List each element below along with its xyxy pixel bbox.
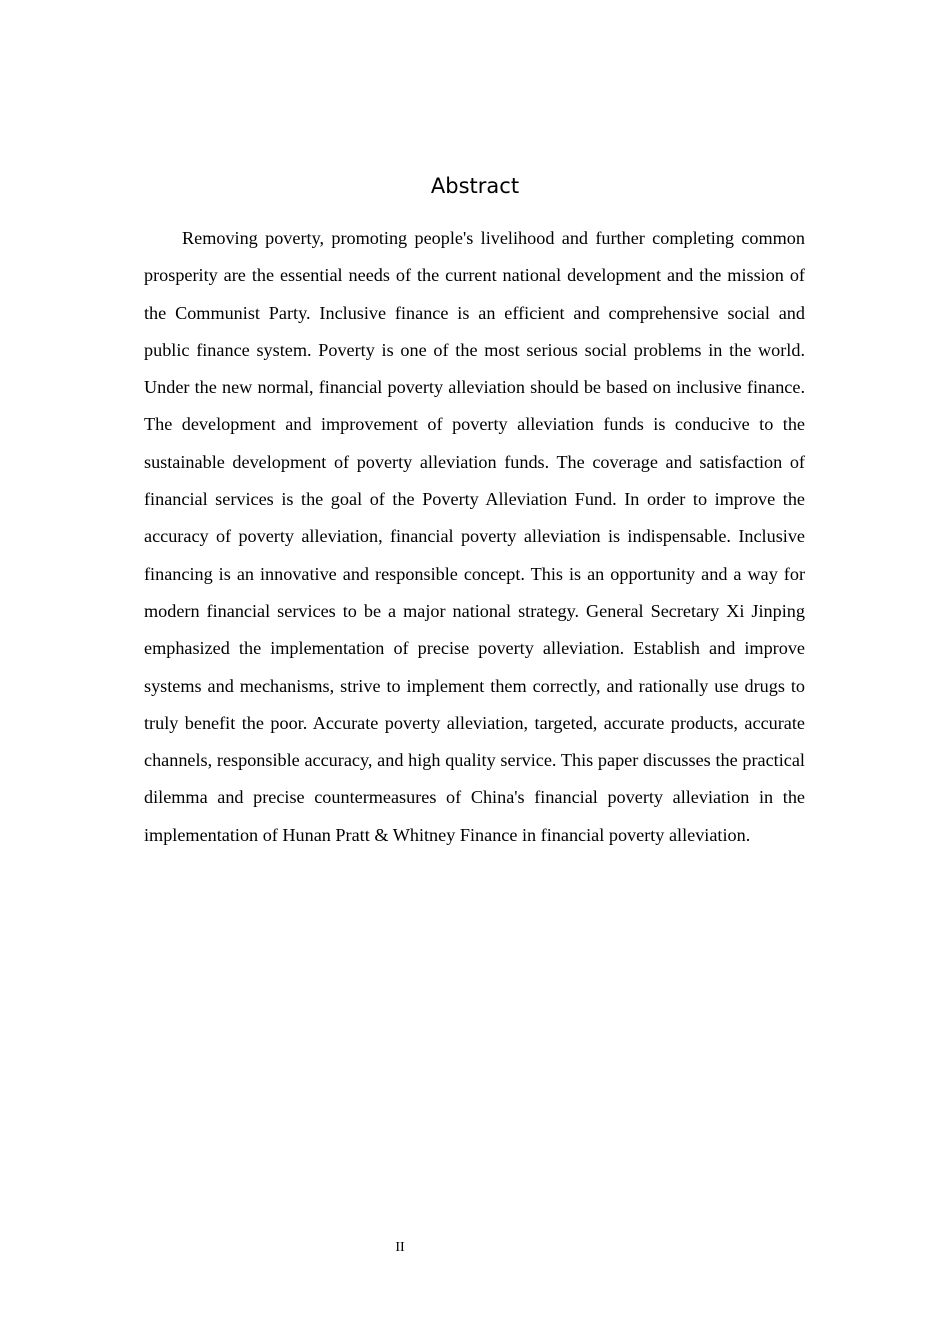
page-number: II (395, 1240, 405, 1255)
abstract-body: Removing poverty, promoting people's livelihood and further completing common prosperity are the essential needs of the current national development and the mission of the Communist Party. Inclusive finance is an efficient and comprehensive social and public finance system. Poverty is one of the most serious social problems in the world. Under the new normal, financial poverty alleviation should be based on inclusive finance. The development and improvement of poverty alleviation funds is conducive to the sustainable development of poverty alleviation funds. The coverage and satisfaction of financial services is the goal of the Poverty Alleviation Fund. In order to improve the accuracy of poverty alleviation, financial poverty alleviation is indispensable. Inclusive financing is an innovative and responsible concept. This is an opportunity and a way for modern financial services to be a major national strategy. General Secretary Xi Jinping emphasized the implementation of precise poverty alleviation. Establish and improve systems and mechanisms, strive to implement them correctly, and rationally use drugs to truly benefit the poor. Accurate poverty alleviation, targeted, accurate products, accurate channels, responsible accuracy, and high quality service. This paper discusses the practical dilemma and precise countermeasures of China's financial poverty alleviation in the implementation of Hunan Pratt & Whitney Finance in financial poverty alleviation. (144, 228, 805, 845)
abstract-title: Abstract (430, 174, 520, 198)
